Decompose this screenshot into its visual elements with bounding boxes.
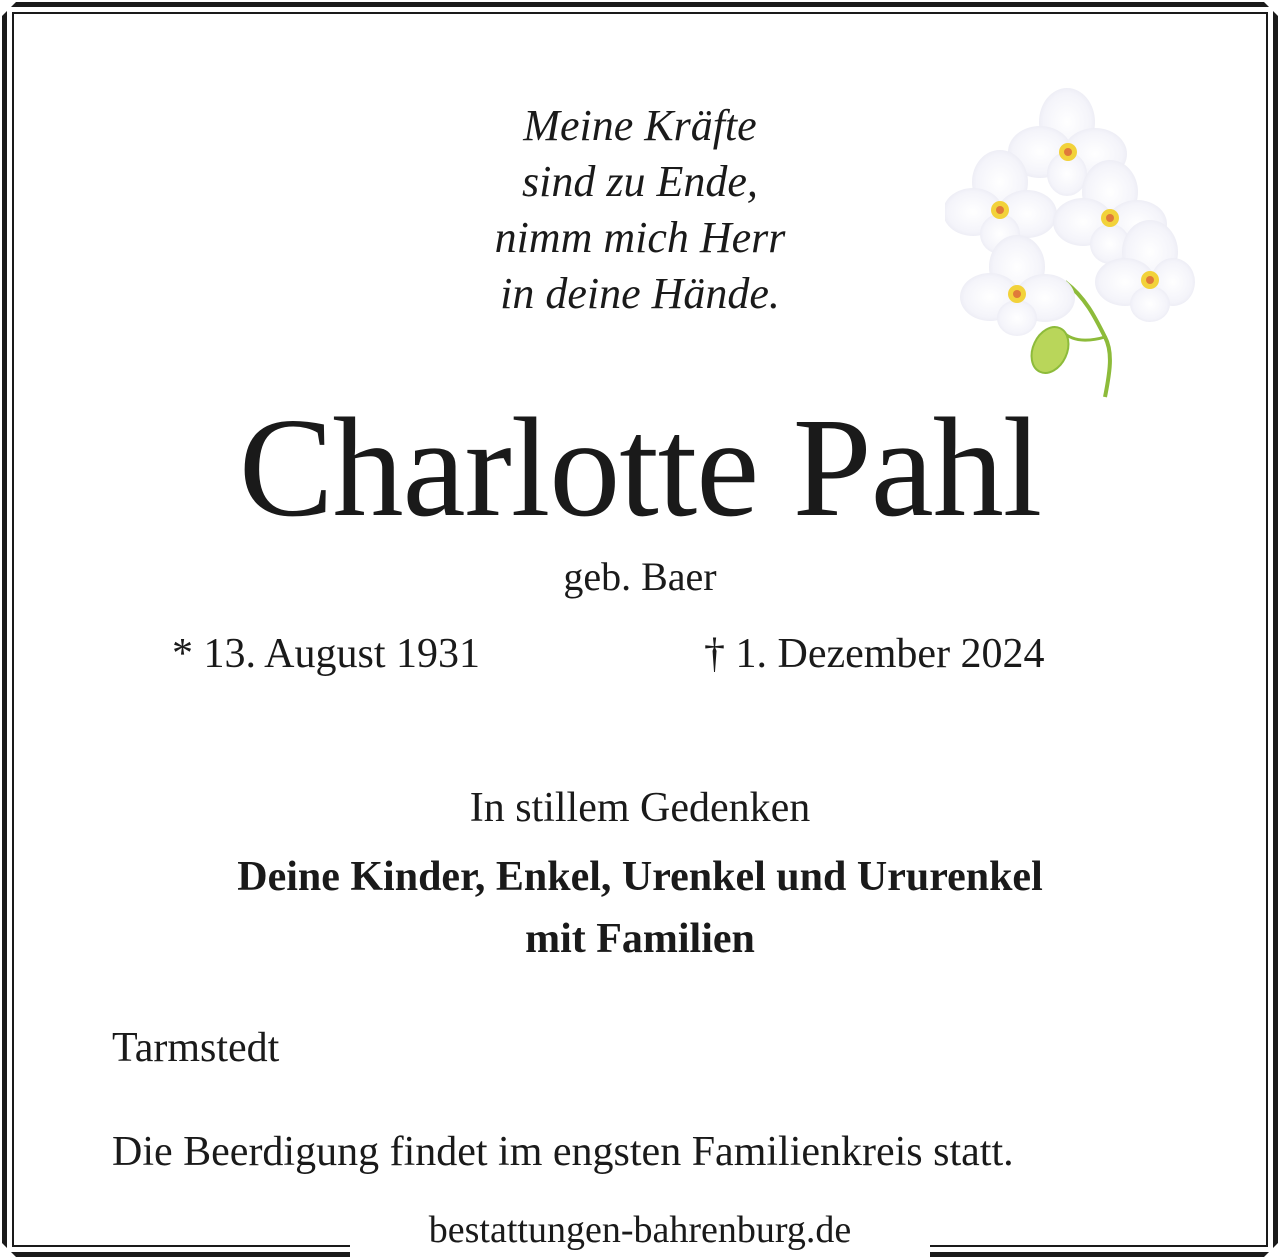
website-link[interactable]: bestattungen-bahrenburg.de [428,1209,852,1251]
verse-line: nimm mich Herr [494,213,786,262]
death-date: † 1. Dezember 2024 [704,631,1045,677]
white-orchid-icon [945,82,1195,407]
place: Tarmstedt [112,1025,280,1071]
remembrance-text: In stillem Gedenken [469,785,811,831]
maiden-name: geb. Baer [563,554,717,599]
verse-line: Meine Kräfte [523,101,757,150]
mourners [0,846,1280,970]
orchid-flower [960,235,1075,336]
verse-line: in deine Hände. [500,269,780,318]
deceased-name: Charlotte Pahl [238,388,1042,546]
orchid-branch [1063,332,1105,340]
mourners-line: mit Familien [525,916,755,962]
mourners-line: Deine Kinder, Enkel, Urenkel und Ururenkel [237,854,1043,900]
verse-line: sind zu Ende, [522,157,758,206]
verse [340,98,940,322]
funeral-note: Die Beerdigung findet im engsten Familienkreis statt. [112,1129,1014,1175]
birth-date: * 13. August 1931 [172,631,481,677]
